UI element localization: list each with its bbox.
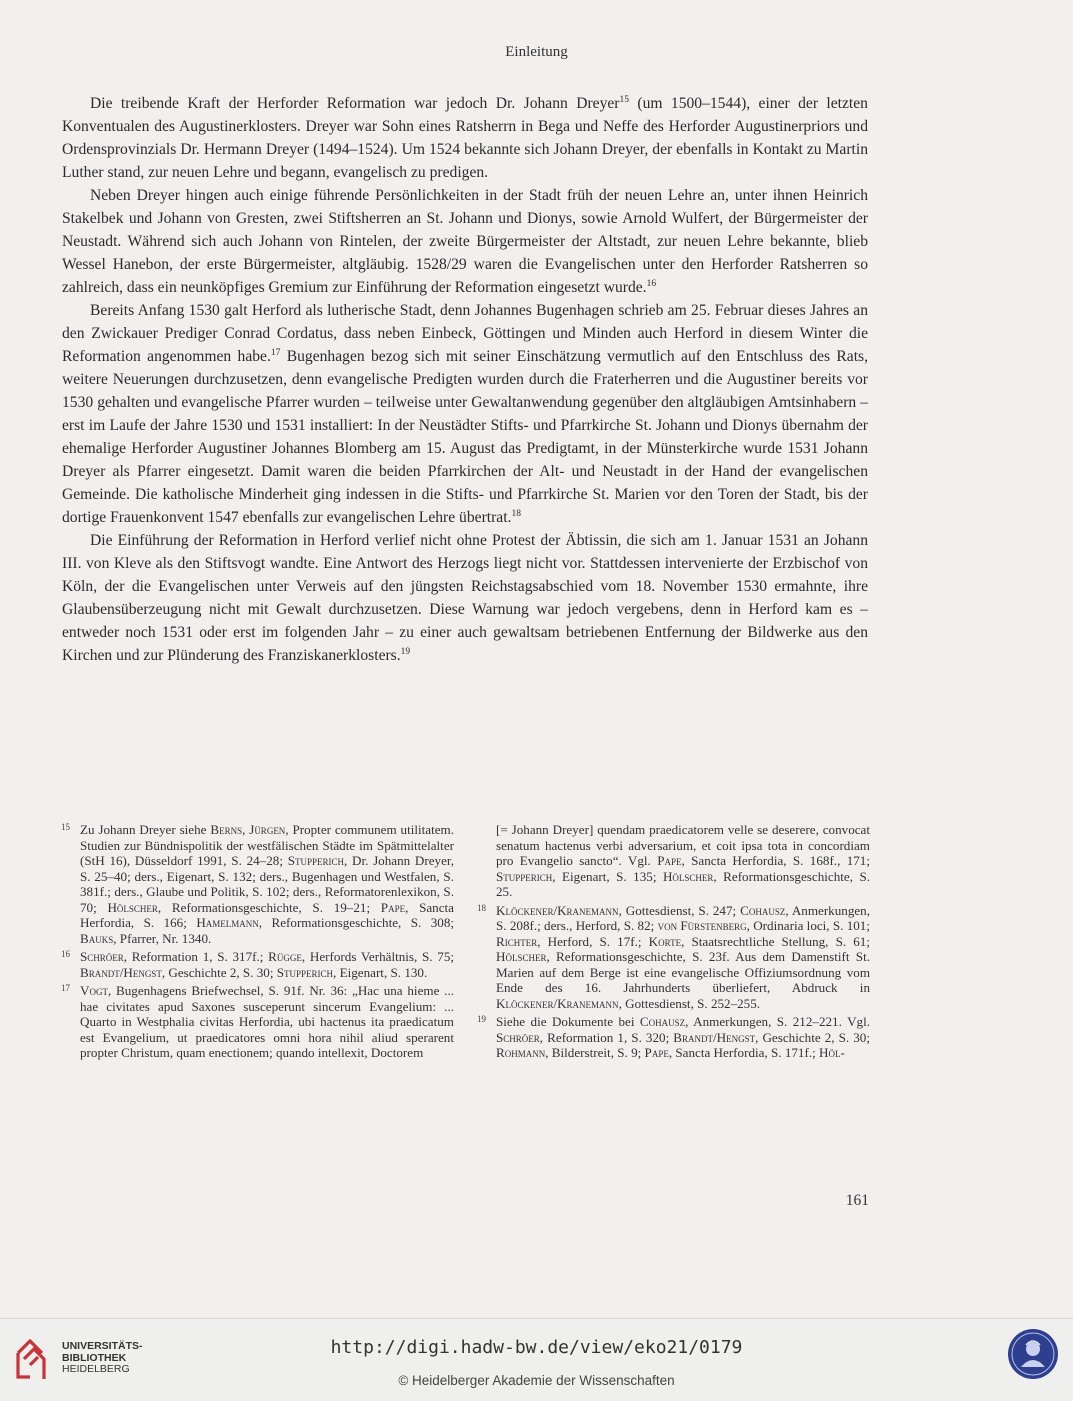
body-paragraph: Bereits Anfang 1530 galt Herford als lutherische Stadt, denn Johannes Bugenhagen schrieb am 25. Februar dieses Jahres an den Zwickauer Prediger Conrad Cordatus, dass neben Einbeck, Göttingen und Minden auch Herford in diesem Winter die Reformation angenommen habe.$^{17}$ Bugenhagen bezog sich mit seiner Einschätzung vermutlich auf den Entschluss des Rats, weitere Neuerungen durchzusetzen, denn evangelische Predigten wurden durch die Fraterherren und die Augustiner bereits vor 1530 gehalten und evangelische Pfarrer wurden – teilweise unter Gewaltanwendung gegenüber den altgläubigen Amtsinhabern – erst im Laufe der Jahre 1530 und 1531 installiert: In der Neustädter Stifts- und Pfarrkirche St. Johann und Dionys übernahm der ehemalige Herforder Augustiner Johannes Blomberg am 15. August das Predigtamt, in der Münsterkirche wurde 1531 Johann Dreyer als Pfarrer eingesetzt. Damit waren die beiden Pfarrkirchen der Alt- und Neustadt in der Hand der evangelischen Gemeinde. Die katholische Minderheit ging indessen in die Stifts- und Pfarrkirche St. Marien vor den Toren der Stadt, bis der dortige Frauenkonvent 1547 ebenfalls zur evangelischen Lehre übertrat.$^{18}$ [62, 302, 868, 526]
author-name: Rohmann [496, 1045, 546, 1060]
footnote-reference: 17 [270, 348, 281, 358]
permalink-url[interactable]: http://digi.hadw-bw.de/view/eko21/0179 [330, 1337, 743, 1358]
footnote-reference: 15 [619, 95, 629, 105]
footnote: 17 Vogt, Bugenhagens Briefwechsel, S. 91f. Nr. 36: „Hac una hieme ... hae civitates apud Saxones susceperunt sincerum Evangelium: ... Quarto in Westphalia civitas Herfordia, ubi hactenus ita praedicatum est Evangelium, ut praedicatores omni hora nihil aliud sperarent propter Christum, quam enectionem; quando intellexit, Doctorem [61, 983, 454, 1060]
author-name: Hölscher [107, 899, 158, 915]
author-name: Stupperich [287, 853, 344, 868]
footnote-reference: 19 [400, 647, 411, 657]
footnote: 19 Siehe die Dokumente bei Cohausz, Anmerkungen, S. 212–221. Vgl. Schröer, Reformation 1, S. 320; Brandt/Hengst, Geschichte 2, S. 30; Rohmann, Bilderstreit, S. 9; Pape, Sancta Herfordia, S. 171f.; Höl- [477, 1014, 870, 1060]
author-name: Hölscher [662, 868, 714, 884]
author-name: von Fürstenberg [657, 918, 747, 933]
author-name: Hölscher [496, 949, 547, 964]
footnotes-left-column [61, 822, 455, 1064]
author-name: Pape [644, 1045, 669, 1060]
author-name: Brandt/Hengst [80, 964, 162, 980]
author-name: Pape [657, 853, 682, 868]
author-name: Schröer [496, 1029, 540, 1045]
institution-line-3: HEIDELBERG [62, 1363, 130, 1375]
author-name: Stupperich [276, 964, 334, 980]
body-paragraph: Die Einführung der Reformation in Herford verlief nicht ohne Protest der Äbtissin, die sich am 1. Januar 1531 an Johann III. von Kleve als den Stiftsvogt wandte. Eine Antwort des Herzogs liegt nicht vor. Stattdessen intervenierte der Erzbischof von Köln, der die Evangelischen unter Verweis auf den jüngsten Reichstagsabschied vom 18. November 1530 ermahnte, ihre Glaubensüberzeugung nicht mit Gewalt durchzusetzen. Diese Warnung war jedoch vergebens, denn in Herford kam es – entweder noch 1531 oder erst im folgenden Jahr – zu einer auch gewaltsam betriebenen Entfernung der Bildwerke aus den Kirchen und zur Plünderung des Franziskanerklosters.$^{19}$ [62, 532, 868, 664]
institution-line-2: BIBLIOTHEK [62, 1351, 127, 1364]
footnote: 16 Schröer, Reformation 1, S. 317f.; Rügge, Herfords Verhältnis, S. 75; Brandt/Hengst, Geschichte 2, S. 30; Stupperich, Eigenart, S. 130. [61, 949, 455, 980]
footer-bar [0, 1318, 1073, 1401]
footnote: 18 Klöckener/Kranemann, Gottesdienst, S. 247; Cohausz, Anmerkungen, S. 208f.; ders., Herford, S. 82; von Fürstenberg, Ordinaria loci, S. 101; Richter, Herford, S. 17f.; Korte, Staatsrechtliche Stellung, S. 61; Hölscher, Reformationsgeschichte, S. 23f. Aus dem Damenstift St. Marien auf dem Berge ist eine evangelische Offiziumsordnung vom Ende des 16. Jahrhunderts überliefert, Abdruck in Klöckener/Kranemann, Gottesdienst, S. 252–255. [477, 902, 870, 1011]
footnote: 15 Zu Johann Dreyer siehe Berns, Jürgen, Propter communem utilitatem. Studien zur Bündnispolitik der westfälischen Städte im Spätmittelalter (StH 16), Düsseldorf 1991, S. 24–28; Stupperich, Dr. Johann Dreyer, S. 25–40; ders., Eigenart, S. 132; ders., Bugenhagen und Westfalen, S. 381f.; ders., Glaube und Politik, S. 102; ders., Reformatorenlexikon, S. 70; Hölscher, Reformationsgeschichte, S. 19–21; Pape, Sancta Herfordia, S. 166; Hamelmann, Reformationsgeschichte, S. 308; Bauks, Pfarrer, Nr. 1340. [61, 822, 454, 946]
body-paragraph: Die treibende Kraft der Herforder Reformation war jedoch Dr. Johann Dreyer$^{15}$ (um 1500–1544), einer der letzten Konventualen des Augustinerklosters. Dreyer war Sohn eines Ratsherrn in Bega und Neffe des Herforder Augustinerpriors und Ordensprovinzials Dr. Hermann Dreyer (1494–1524). Um 1524 bekannte sich Johann Dreyer, der ebenfalls in Kontakt zu Martin Luther stand, zur neuen Lehre und begann, evangelisch zu predigen. [62, 95, 868, 181]
footnote-number: 18 [477, 902, 486, 913]
author-name: Höl- [819, 1045, 845, 1060]
copyright-notice: © Heidelberger Akademie der Wissenschaften [398, 1373, 675, 1388]
author-name: Cohausz [639, 1014, 686, 1029]
author-name: Klöckener/Kranemann [496, 995, 619, 1011]
running-head: Einleitung [505, 44, 568, 60]
author-name: Schröer [80, 949, 124, 964]
footnote: [= Johann Dreyer] quendam praedicatorem velle se deserere, convocat senatum hactenus verbi adversarium, et coit ipsa tota in concordiam pro Evangelio sancto“. Vgl. Pape, Sancta Herfordia, S. 168f., 171; Stupperich, Eigenart, S. 135; Hölscher, Reformationsgeschichte, S. 25. [496, 822, 870, 899]
page-number: 161 [845, 1192, 869, 1209]
author-name: Cohausz [740, 902, 786, 918]
author-name: Klöckener/Kranemann [496, 902, 619, 918]
author-name: Berns, Jürgen [210, 822, 286, 837]
footnote-number: 17 [61, 983, 70, 993]
author-name: Korte [648, 933, 682, 949]
footnotes-right-column [477, 822, 870, 1064]
author-name: Brandt/Hengst [673, 1029, 756, 1045]
academy-seal-icon[interactable] [1006, 1327, 1060, 1381]
institution-line-1: UNIVERSITÄTS- [62, 1340, 143, 1352]
footnote-reference: 18 [511, 509, 521, 519]
footnote-number: 19 [477, 1014, 486, 1024]
author-name: Stupperich [496, 868, 553, 884]
footnote-reference: 16 [646, 279, 657, 289]
author-name: Vogt [80, 983, 108, 998]
author-name: Hamelmann [196, 915, 259, 930]
author-name: Richter [496, 933, 538, 949]
author-name: Pape [380, 899, 406, 915]
main-text [62, 92, 868, 667]
author-name: Bauks [80, 930, 114, 946]
footnote-number: 15 [61, 822, 70, 832]
footnote-number: 16 [61, 949, 70, 959]
body-paragraph: Neben Dreyer hingen auch einige führende Persönlichkeiten in der Stadt früh der neuen Lehre an, unter ihnen Heinrich Stakelbek und Johann von Gresten, zwei Stiftsherren an St. Johann und Dionys, sowie Arnold Wulfert, der Bürgermeister der Neustadt. Während sich auch Johann von Rintelen, der zweite Bürgermeister der Altstadt, zur neuen Lehre bekannte, blieb Wessel Hanebon, der erste Bürgermeister, altgläubig. 1528/29 waren die Evangelischen unter den Herforder Ratsherren so zahlreich, dass ein neunköpfiges Gremium zur Einführung der Reformation eingesetzt wurde.$^{16}$ [62, 187, 868, 296]
author-name: Rügge [268, 949, 302, 964]
